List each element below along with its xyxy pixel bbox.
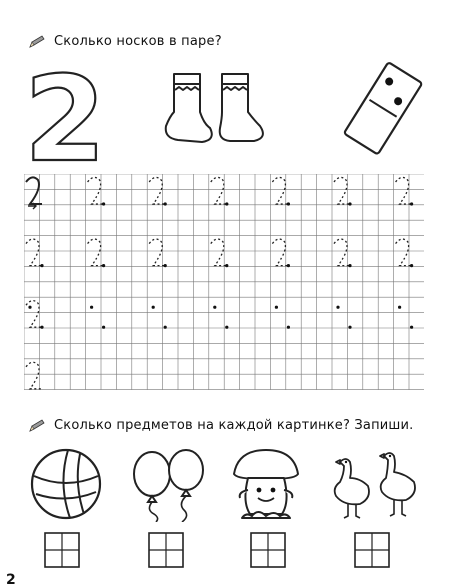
guide-dot	[164, 326, 167, 329]
guide-dot	[213, 306, 216, 309]
guide-dot	[336, 306, 339, 309]
guide-dot	[225, 326, 228, 329]
guide-dot	[398, 306, 401, 309]
guide-dot	[410, 326, 413, 329]
task-1-text: Сколько носков в паре?	[54, 34, 222, 49]
socks-icon	[160, 68, 272, 148]
balloons-icon	[126, 448, 212, 522]
guide-dot	[287, 326, 290, 329]
guide-dot	[90, 306, 93, 309]
guide-dot	[102, 202, 105, 205]
guide-dot	[410, 202, 413, 205]
answer-box[interactable]	[354, 532, 390, 568]
task-2-text: Сколько предметов на каждой картинке? Запиши.	[54, 418, 414, 433]
guide-dot	[152, 306, 155, 309]
guide-dot	[287, 202, 290, 205]
task-2-heading	[28, 418, 414, 433]
guide-dot	[287, 264, 290, 267]
guide-dot	[102, 264, 105, 267]
guide-dot	[348, 264, 351, 267]
page-number: 2	[6, 572, 16, 588]
answer-box[interactable]	[148, 532, 184, 568]
guide-dot	[102, 326, 105, 329]
guide-dot	[164, 264, 167, 267]
pencil-icon	[28, 419, 46, 433]
guide-dot	[225, 202, 228, 205]
mushroom-icon	[228, 446, 304, 524]
big-digit-text: 2	[24, 62, 106, 172]
guide-dot	[410, 264, 413, 267]
guide-dot	[348, 326, 351, 329]
ball-icon	[28, 446, 104, 522]
task-1-heading	[28, 34, 222, 49]
guide-dot	[40, 326, 43, 329]
guide-dot	[164, 202, 167, 205]
geese-icon	[326, 448, 422, 522]
guide-dot	[225, 264, 228, 267]
guide-dot	[28, 306, 31, 309]
writing-grid	[24, 174, 424, 400]
guide-dot	[40, 264, 43, 267]
big-digit-two	[24, 62, 106, 172]
domino-icon	[332, 62, 432, 158]
guide-dot	[348, 202, 351, 205]
answer-box[interactable]	[44, 532, 80, 568]
answer-box[interactable]	[250, 532, 286, 568]
pencil-icon	[28, 35, 46, 49]
guide-dot	[275, 306, 278, 309]
